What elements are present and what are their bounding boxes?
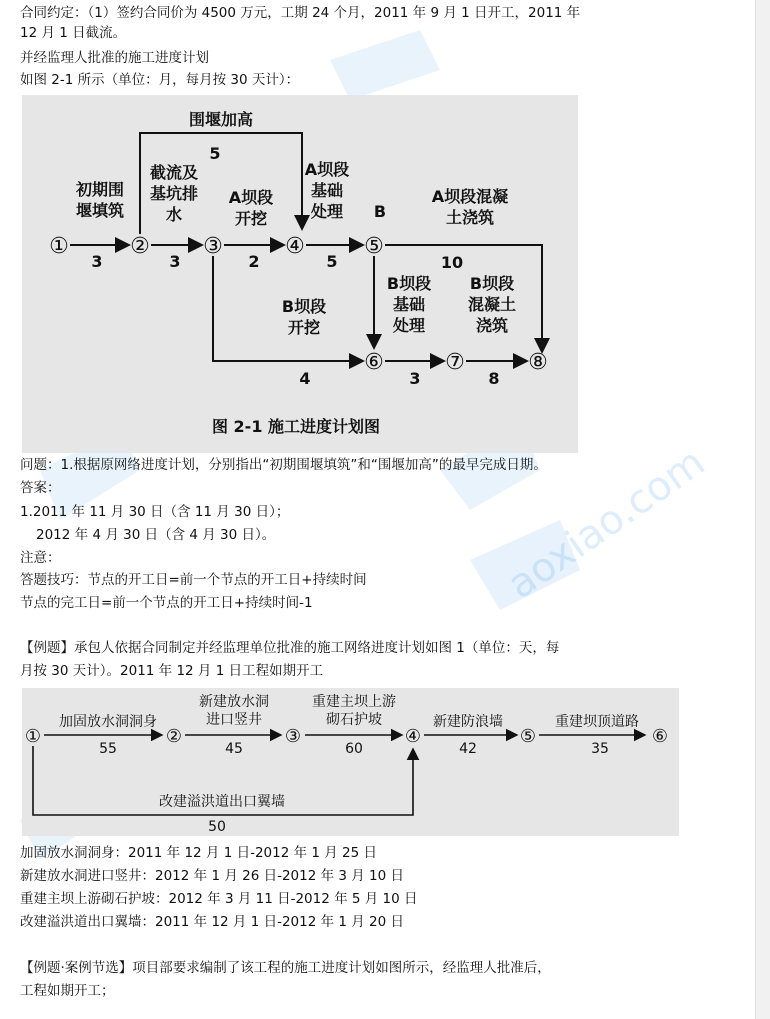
duration-label: 3: [91, 252, 103, 271]
duration-label: 55: [99, 741, 117, 757]
node-4: ④: [404, 726, 422, 747]
task-label: 砌石护坡: [326, 712, 382, 728]
node-2: ②: [130, 234, 150, 259]
case-example-line-2: 工程如期开工；: [20, 983, 115, 999]
result-line-4: 改建溢洪道出口翼墙：2011 年 12 月 1 日-2012 年 1 月 20 日: [20, 914, 405, 930]
example-line-1: 【例题】承包人依据合同制定并经监理单位批准的施工网络进度计划如图 1（单位：天，每: [20, 640, 560, 656]
duration-label: 2: [248, 252, 260, 271]
node-4: ④: [285, 234, 305, 259]
answer-line-1: 1.2011 年 11 月 30 日（含 11 月 30 日）；: [20, 504, 290, 520]
task-label: A坝段混凝: [431, 187, 509, 206]
network-diagram-example: [22, 688, 679, 836]
task-label: 堰填筑: [75, 201, 125, 220]
duration-label: 3: [409, 369, 421, 388]
task-label: 新建放水洞: [199, 694, 269, 710]
duration-label: 50: [208, 819, 226, 835]
task-label: 进口竖井: [206, 712, 262, 728]
node-b-label: B: [373, 202, 387, 221]
contract-line-1: 合同约定：（1）签约合同价为 4500 万元，工期 24 个月，2011 年 9 月 1 日开工，2011 年: [20, 5, 581, 21]
task-label: 基坑排: [149, 184, 199, 203]
node-3: ③: [203, 234, 223, 259]
figure-caption: 图 2-1 施工进度计划图: [211, 417, 381, 436]
duration-label: 5: [326, 252, 338, 271]
figure-2-1: [22, 95, 578, 453]
node-7: ⑦: [445, 350, 465, 375]
tip-line-1: 答题技巧：节点的开工日=前一个节点的开工日+持续时间: [20, 572, 367, 588]
answer-line-2: 2012 年 4 月 30 日（含 4 月 30 日）。: [36, 527, 276, 543]
task-label: 改建溢洪道出口翼墙: [159, 794, 285, 810]
task-label: 重建主坝上游: [312, 694, 396, 710]
case-example-line-1: 【例题·案例节选】项目部要求编制了该工程的施工进度计划如图所示，经监理人批准后，: [20, 960, 551, 976]
node-6: ⑥: [651, 726, 669, 747]
task-label: 开挖: [287, 318, 321, 337]
task-label: 新建防浪墙: [433, 714, 503, 730]
tip-line-2: 节点的完工日=前一个节点的开工日+持续时间-1: [20, 595, 313, 611]
duration-label: 42: [459, 741, 477, 757]
node-5: ⑤: [364, 234, 384, 259]
example-line-2: 月按 30 天计）。2011 年 12 月 1 日工程如期开工: [20, 663, 324, 679]
task-label: 初期围: [75, 180, 125, 199]
vertical-scrollbar[interactable]: [755, 0, 770, 1019]
task-label: 围堰加高: [188, 110, 254, 129]
contract-line-2: 12 月 1 日截流。: [20, 25, 127, 41]
duration-label: 45: [225, 741, 243, 757]
duration-label: 8: [488, 369, 500, 388]
task-label: A坝段: [304, 160, 350, 179]
duration-label: 4: [299, 369, 311, 388]
node-5: ⑤: [519, 726, 537, 747]
task-label: 加固放水洞洞身: [59, 714, 157, 730]
result-line-1: 加固放水洞洞身：2011 年 12 月 1 日-2012 年 1 月 25 日: [20, 845, 378, 861]
task-label: B坝段: [281, 297, 327, 316]
result-line-3: 重建主坝上游砌石护坡：2012 年 3 月 11 日-2012 年 5 月 10 日: [20, 891, 418, 907]
duration-label: 60: [345, 741, 363, 757]
figure-intro-line: 如图 2-1 所示（单位：月，每月按 30 天计）：: [20, 72, 300, 88]
answer-label: 答案：: [20, 480, 61, 496]
task-label: 重建坝顶道路: [555, 714, 639, 730]
duration-label: 5: [209, 144, 221, 163]
task-label: 浇筑: [475, 316, 509, 335]
task-label: B坝段: [469, 274, 515, 293]
task-label: 混凝土: [467, 295, 517, 314]
task-label: 截流及: [149, 163, 199, 182]
figure-example-network: [22, 688, 679, 836]
network-diagram-2-1: [22, 95, 578, 453]
node-3: ③: [284, 726, 302, 747]
task-label: 土浇筑: [445, 208, 495, 227]
task-label: B坝段: [386, 274, 432, 293]
result-line-2: 新建放水洞进口竖井：2012 年 1 月 26 日-2012 年 3 月 10 日: [20, 868, 405, 884]
task-label: 基础: [310, 181, 344, 200]
task-label: 处理: [310, 202, 344, 221]
task-label: 开挖: [234, 209, 268, 228]
duration-label: 35: [591, 741, 609, 757]
node-6: ⑥: [364, 350, 384, 375]
task-label: A坝段: [228, 188, 274, 207]
task-label: 基础: [392, 295, 426, 314]
plan-approval-line: 并经监理人批准的施工进度计划: [20, 50, 209, 66]
svg-text:aoxiao.com: aoxiao.com: [499, 439, 714, 609]
node-2: ②: [165, 726, 183, 747]
node-1: ①: [24, 726, 42, 747]
task-label: 水: [165, 205, 183, 224]
question-line: 问题：1.根据原网络进度计划，分别指出“初期围堰填筑”和“围堰加高”的最早完成日期。: [20, 457, 547, 473]
task-label: 处理: [392, 316, 426, 335]
duration-label: 3: [169, 252, 181, 271]
node-1: ①: [49, 234, 69, 259]
duration-label: 10: [440, 253, 464, 272]
node-8: ⑧: [528, 350, 548, 375]
note-label: 注意：: [20, 550, 61, 566]
